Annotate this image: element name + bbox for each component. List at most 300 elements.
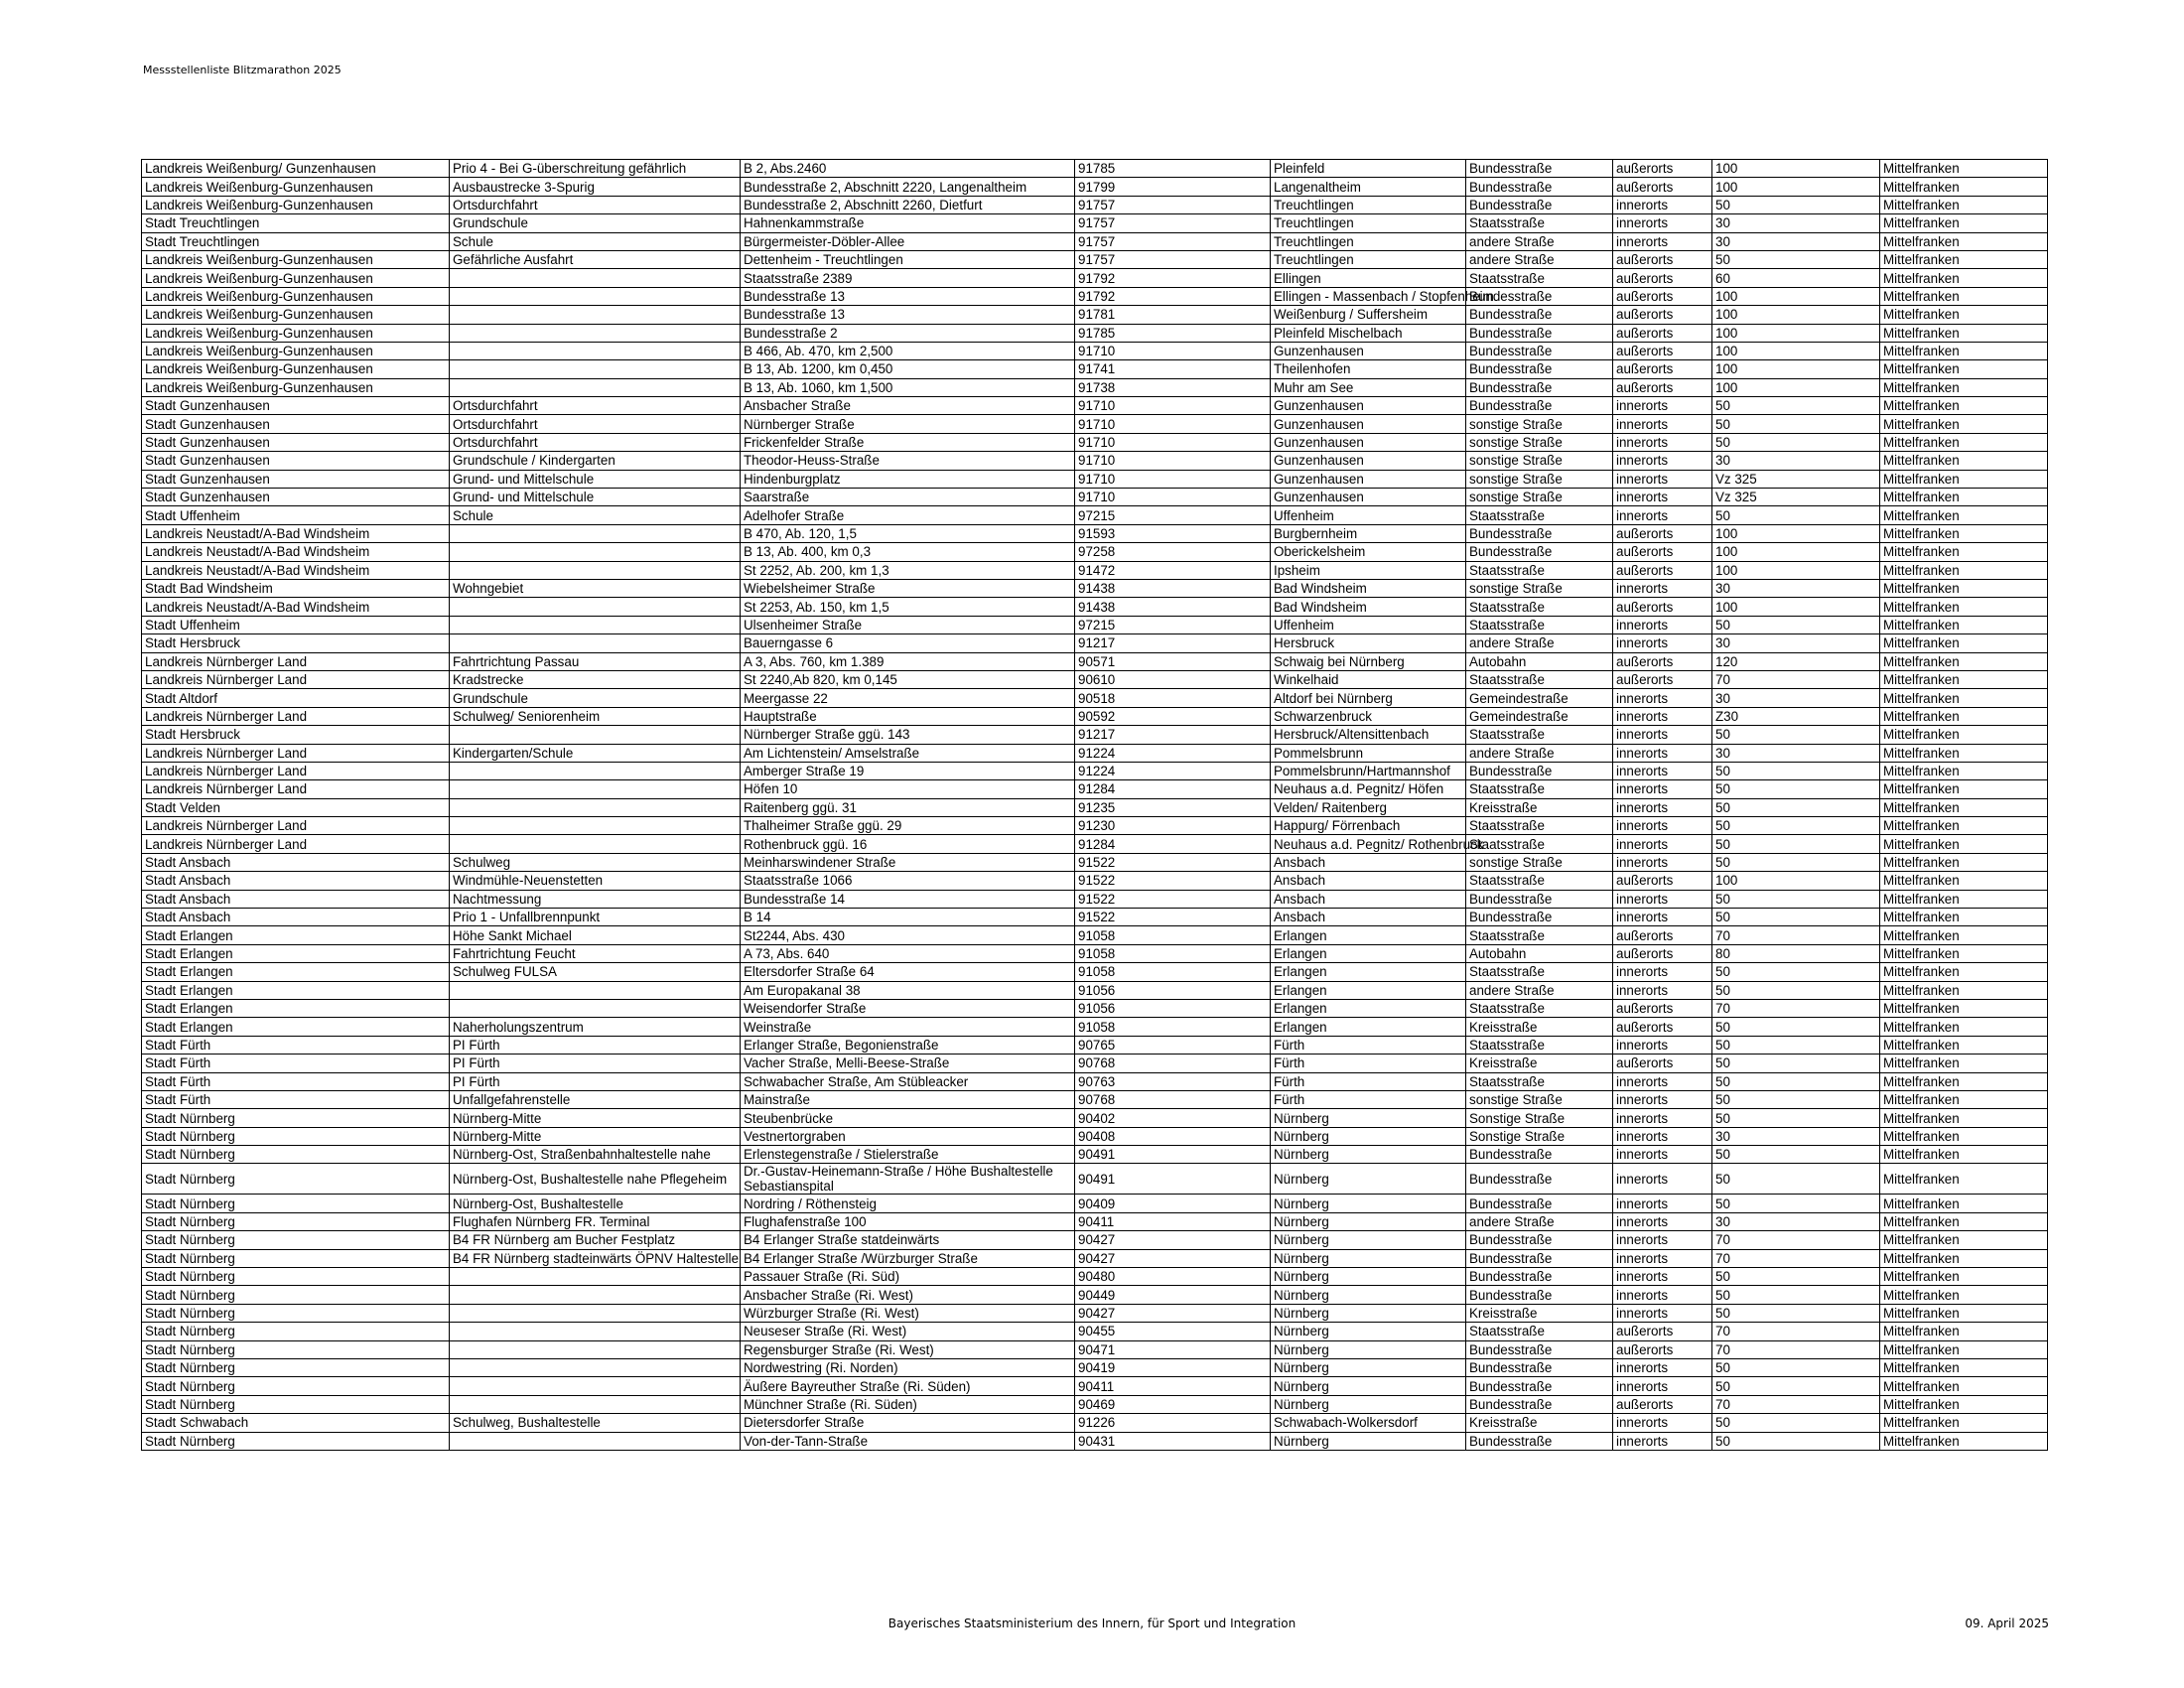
cell-zone: innerorts <box>1613 196 1712 213</box>
cell-authority: Stadt Nürnberg <box>142 1377 450 1395</box>
cell-authority: Stadt Nürnberg <box>142 1286 450 1304</box>
cell-municipality: Nürnberg <box>1271 1195 1466 1212</box>
cell-note: Schulweg <box>450 853 741 871</box>
cell-zone: außerorts <box>1613 1323 1712 1340</box>
cell-authority: Landkreis Weißenburg-Gunzenhausen <box>142 250 450 268</box>
cell-note: Grundschule / Kindergarten <box>450 452 741 470</box>
cell-region: Mittelfranken <box>1880 1212 2048 1230</box>
cell-postcode: 90469 <box>1075 1395 1271 1413</box>
cell-postcode: 90431 <box>1075 1432 1271 1450</box>
cell-postcode: 91522 <box>1075 890 1271 908</box>
cell-speed-limit: 50 <box>1712 1304 1880 1322</box>
cell-zone: außerorts <box>1613 652 1712 670</box>
cell-road-type: Bundesstraße <box>1466 160 1613 178</box>
cell-location: B 14 <box>741 909 1075 926</box>
cell-speed-limit: 50 <box>1712 762 1880 779</box>
cell-authority: Stadt Nürnberg <box>142 1231 450 1249</box>
cell-region: Mittelfranken <box>1880 1286 2048 1304</box>
cell-speed-limit: Z30 <box>1712 707 1880 725</box>
cell-municipality: Treuchtlingen <box>1271 196 1466 213</box>
cell-note <box>450 616 741 633</box>
table-row <box>142 178 2048 196</box>
cell-note: PI Fürth <box>450 1072 741 1090</box>
cell-note <box>450 1432 741 1450</box>
cell-region: Mittelfranken <box>1880 598 2048 616</box>
cell-note: Grundschule <box>450 214 741 232</box>
table-row <box>142 506 2048 524</box>
table-row <box>142 397 2048 415</box>
cell-region: Mittelfranken <box>1880 433 2048 451</box>
cell-speed-limit: 50 <box>1712 981 1880 999</box>
cell-speed-limit: 50 <box>1712 1286 1880 1304</box>
cell-road-type: Kreisstraße <box>1466 1414 1613 1432</box>
cell-location: Bauerngasse 6 <box>741 634 1075 652</box>
cell-postcode: 90427 <box>1075 1249 1271 1267</box>
cell-speed-limit: 120 <box>1712 652 1880 670</box>
cell-municipality: Ellingen - Massenbach / Stopfenheim <box>1271 287 1466 305</box>
cell-location: Hindenburgplatz <box>741 470 1075 488</box>
cell-road-type: Kreisstraße <box>1466 1304 1613 1322</box>
cell-postcode: 91058 <box>1075 963 1271 981</box>
cell-note <box>450 269 741 287</box>
cell-zone: außerorts <box>1613 306 1712 324</box>
cell-zone: außerorts <box>1613 324 1712 342</box>
cell-speed-limit: 30 <box>1712 689 1880 707</box>
cell-speed-limit: 50 <box>1712 616 1880 633</box>
cell-municipality: Nürnberg <box>1271 1395 1466 1413</box>
table-row <box>142 944 2048 962</box>
cell-postcode: 97215 <box>1075 506 1271 524</box>
cell-region: Mittelfranken <box>1880 1055 2048 1072</box>
cell-zone: außerorts <box>1613 524 1712 542</box>
cell-zone: innerorts <box>1613 1164 1712 1195</box>
cell-zone: innerorts <box>1613 744 1712 762</box>
cell-municipality: Pleinfeld Mischelbach <box>1271 324 1466 342</box>
cell-region: Mittelfranken <box>1880 1249 2048 1267</box>
cell-speed-limit: 70 <box>1712 1231 1880 1249</box>
cell-region: Mittelfranken <box>1880 926 2048 944</box>
cell-road-type: sonstige Straße <box>1466 452 1613 470</box>
table-row <box>142 999 2048 1017</box>
cell-road-type: Bundesstraße <box>1466 342 1613 359</box>
cell-note <box>450 780 741 798</box>
cell-region: Mittelfranken <box>1880 1072 2048 1090</box>
cell-note <box>450 561 741 579</box>
cell-speed-limit: 50 <box>1712 890 1880 908</box>
cell-zone: innerorts <box>1613 616 1712 633</box>
cell-location: Weisendorfer Straße <box>741 999 1075 1017</box>
cell-location: B 470, Ab. 120, 1,5 <box>741 524 1075 542</box>
cell-postcode: 91741 <box>1075 360 1271 378</box>
cell-location: Am Lichtenstein/ Amselstraße <box>741 744 1075 762</box>
cell-postcode: 91230 <box>1075 817 1271 835</box>
footer-date: 09. April 2025 <box>1965 1617 2049 1630</box>
cell-postcode: 91235 <box>1075 798 1271 816</box>
cell-region: Mittelfranken <box>1880 634 2048 652</box>
cell-authority: Stadt Nürnberg <box>142 1395 450 1413</box>
cell-zone: innerorts <box>1613 1146 1712 1164</box>
cell-authority: Stadt Bad Windsheim <box>142 579 450 597</box>
cell-speed-limit: 60 <box>1712 269 1880 287</box>
cell-speed-limit: 50 <box>1712 506 1880 524</box>
cell-zone: innerorts <box>1613 1195 1712 1212</box>
cell-postcode: 90449 <box>1075 1286 1271 1304</box>
cell-authority: Stadt Fürth <box>142 1055 450 1072</box>
cell-postcode: 91226 <box>1075 1414 1271 1432</box>
cell-postcode: 90763 <box>1075 1072 1271 1090</box>
cell-speed-limit: 50 <box>1712 250 1880 268</box>
table-row <box>142 1018 2048 1036</box>
cell-road-type: Bundesstraße <box>1466 1340 1613 1358</box>
cell-location: Frickenfelder Straße <box>741 433 1075 451</box>
cell-note: Prio 1 - Unfallbrennpunkt <box>450 909 741 926</box>
cell-note <box>450 726 741 744</box>
measurement-table <box>141 159 2048 1451</box>
cell-speed-limit: 50 <box>1712 909 1880 926</box>
cell-municipality: Schwaig bei Nürnberg <box>1271 652 1466 670</box>
cell-zone: außerorts <box>1613 360 1712 378</box>
cell-region: Mittelfranken <box>1880 1359 2048 1377</box>
table-row <box>142 1414 2048 1432</box>
cell-municipality: Bad Windsheim <box>1271 598 1466 616</box>
cell-speed-limit: 50 <box>1712 1195 1880 1212</box>
cell-road-type: andere Straße <box>1466 232 1613 250</box>
cell-authority: Stadt Gunzenhausen <box>142 415 450 433</box>
cell-municipality: Nürnberg <box>1271 1286 1466 1304</box>
cell-authority: Stadt Nürnberg <box>142 1195 450 1212</box>
cell-authority: Stadt Treuchtlingen <box>142 214 450 232</box>
cell-postcode: 91217 <box>1075 726 1271 744</box>
cell-road-type: Bundesstraße <box>1466 1286 1613 1304</box>
cell-road-type: Bundesstraße <box>1466 1164 1613 1195</box>
cell-zone: innerorts <box>1613 890 1712 908</box>
cell-zone: innerorts <box>1613 780 1712 798</box>
cell-zone: innerorts <box>1613 470 1712 488</box>
cell-location: Nürnberger Straße <box>741 415 1075 433</box>
cell-note: Schulweg/ Seniorenheim <box>450 707 741 725</box>
cell-location: Bundesstraße 13 <box>741 287 1075 305</box>
cell-region: Mittelfranken <box>1880 909 2048 926</box>
cell-municipality: Happurg/ Förrenbach <box>1271 817 1466 835</box>
cell-speed-limit: 100 <box>1712 324 1880 342</box>
cell-postcode: 91217 <box>1075 634 1271 652</box>
cell-municipality: Winkelhaid <box>1271 670 1466 688</box>
cell-region: Mittelfranken <box>1880 981 2048 999</box>
cell-zone: innerorts <box>1613 397 1712 415</box>
cell-region: Mittelfranken <box>1880 1164 2048 1195</box>
cell-municipality: Altdorf bei Nürnberg <box>1271 689 1466 707</box>
cell-speed-limit: 50 <box>1712 1377 1880 1395</box>
cell-authority: Landkreis Weißenburg-Gunzenhausen <box>142 378 450 396</box>
cell-location: Passauer Straße (Ri. Süd) <box>741 1268 1075 1286</box>
cell-authority: Landkreis Weißenburg-Gunzenhausen <box>142 324 450 342</box>
cell-postcode: 90455 <box>1075 1323 1271 1340</box>
cell-note: Nachtmessung <box>450 890 741 908</box>
cell-location: B 13, Ab. 1060, km 1,500 <box>741 378 1075 396</box>
cell-speed-limit: 50 <box>1712 1090 1880 1108</box>
cell-municipality: Nürnberg <box>1271 1231 1466 1249</box>
cell-zone: innerorts <box>1613 506 1712 524</box>
cell-note: Kindergarten/Schule <box>450 744 741 762</box>
table-row <box>142 250 2048 268</box>
cell-municipality: Neuhaus a.d. Pegnitz/ Höfen <box>1271 780 1466 798</box>
cell-municipality: Fürth <box>1271 1036 1466 1054</box>
cell-authority: Stadt Erlangen <box>142 999 450 1017</box>
cell-road-type: Staatsstraße <box>1466 726 1613 744</box>
cell-postcode: 91792 <box>1075 287 1271 305</box>
cell-municipality: Erlangen <box>1271 944 1466 962</box>
cell-road-type: Bundesstraße <box>1466 524 1613 542</box>
cell-location: Dr.-Gustav-Heinemann-Straße / Höhe Bushaltestelle Sebastianspital <box>741 1164 1075 1195</box>
table-row <box>142 652 2048 670</box>
cell-speed-limit: Vz 325 <box>1712 489 1880 506</box>
cell-zone: außerorts <box>1613 342 1712 359</box>
cell-note: Gefährliche Ausfahrt <box>450 250 741 268</box>
cell-postcode: 90765 <box>1075 1036 1271 1054</box>
cell-speed-limit: 100 <box>1712 872 1880 890</box>
cell-postcode: 90471 <box>1075 1340 1271 1358</box>
cell-speed-limit: 100 <box>1712 178 1880 196</box>
cell-region: Mittelfranken <box>1880 1323 2048 1340</box>
cell-region: Mittelfranken <box>1880 890 2048 908</box>
cell-zone: innerorts <box>1613 1231 1712 1249</box>
cell-zone: außerorts <box>1613 944 1712 962</box>
cell-location: St 2253, Ab. 150, km 1,5 <box>741 598 1075 616</box>
cell-location: Bundesstraße 14 <box>741 890 1075 908</box>
cell-region: Mittelfranken <box>1880 670 2048 688</box>
cell-road-type: Staatsstraße <box>1466 214 1613 232</box>
cell-region: Mittelfranken <box>1880 1268 2048 1286</box>
table-row <box>142 287 2048 305</box>
cell-postcode: 91710 <box>1075 452 1271 470</box>
cell-region: Mittelfranken <box>1880 1036 2048 1054</box>
cell-speed-limit: 50 <box>1712 1268 1880 1286</box>
cell-municipality: Erlangen <box>1271 963 1466 981</box>
cell-speed-limit: Vz 325 <box>1712 470 1880 488</box>
cell-note: Flughafen Nürnberg FR. Terminal <box>450 1212 741 1230</box>
cell-speed-limit: 50 <box>1712 415 1880 433</box>
cell-road-type: Bundesstraße <box>1466 1231 1613 1249</box>
cell-region: Mittelfranken <box>1880 489 2048 506</box>
cell-note: Nürnberg-Ost, Bushaltestelle nahe Pflegeheim <box>450 1164 741 1195</box>
cell-road-type: Staatsstraße <box>1466 963 1613 981</box>
cell-zone: innerorts <box>1613 762 1712 779</box>
cell-note <box>450 543 741 561</box>
cell-postcode: 91438 <box>1075 598 1271 616</box>
cell-zone: innerorts <box>1613 707 1712 725</box>
cell-note <box>450 1359 741 1377</box>
cell-speed-limit: 30 <box>1712 1212 1880 1230</box>
cell-postcode: 91710 <box>1075 489 1271 506</box>
cell-municipality: Nürnberg <box>1271 1146 1466 1164</box>
cell-road-type: Staatsstraße <box>1466 999 1613 1017</box>
cell-region: Mittelfranken <box>1880 798 2048 816</box>
table-row <box>142 1268 2048 1286</box>
cell-road-type: Staatsstraße <box>1466 1323 1613 1340</box>
cell-note <box>450 1304 741 1322</box>
table-row <box>142 1340 2048 1358</box>
cell-region: Mittelfranken <box>1880 1195 2048 1212</box>
table-row <box>142 561 2048 579</box>
cell-postcode: 90491 <box>1075 1146 1271 1164</box>
cell-road-type: Staatsstraße <box>1466 817 1613 835</box>
cell-road-type: sonstige Straße <box>1466 415 1613 433</box>
cell-authority: Stadt Fürth <box>142 1072 450 1090</box>
cell-postcode: 91710 <box>1075 470 1271 488</box>
cell-zone: außerorts <box>1613 561 1712 579</box>
cell-speed-limit: 50 <box>1712 1146 1880 1164</box>
cell-note: Nürnberg-Mitte <box>450 1109 741 1127</box>
cell-speed-limit: 100 <box>1712 306 1880 324</box>
cell-municipality: Bad Windsheim <box>1271 579 1466 597</box>
cell-location: Schwabacher Straße, Am Stübleacker <box>741 1072 1075 1090</box>
cell-municipality: Schwabach-Wolkersdorf <box>1271 1414 1466 1432</box>
table-row <box>142 196 2048 213</box>
table-row <box>142 1090 2048 1108</box>
cell-municipality: Nürnberg <box>1271 1359 1466 1377</box>
cell-zone: außerorts <box>1613 287 1712 305</box>
cell-note <box>450 287 741 305</box>
table-row <box>142 981 2048 999</box>
cell-authority: Landkreis Nürnberger Land <box>142 835 450 853</box>
cell-note: PI Fürth <box>450 1036 741 1054</box>
cell-note: Fahrtrichtung Passau <box>450 652 741 670</box>
cell-zone: innerorts <box>1613 963 1712 981</box>
cell-road-type: sonstige Straße <box>1466 433 1613 451</box>
cell-zone: innerorts <box>1613 1127 1712 1145</box>
cell-authority: Stadt Nürnberg <box>142 1432 450 1450</box>
cell-road-type: andere Straße <box>1466 744 1613 762</box>
cell-municipality: Ansbach <box>1271 853 1466 871</box>
cell-note <box>450 634 741 652</box>
cell-zone: außerorts <box>1613 543 1712 561</box>
cell-region: Mittelfranken <box>1880 250 2048 268</box>
cell-authority: Stadt Uffenheim <box>142 616 450 633</box>
cell-road-type: andere Straße <box>1466 634 1613 652</box>
cell-location: Eltersdorfer Straße 64 <box>741 963 1075 981</box>
cell-note: Fahrtrichtung Feucht <box>450 944 741 962</box>
cell-authority: Stadt Erlangen <box>142 926 450 944</box>
cell-authority: Stadt Nürnberg <box>142 1164 450 1195</box>
cell-authority: Stadt Nürnberg <box>142 1212 450 1230</box>
cell-road-type: andere Straße <box>1466 250 1613 268</box>
cell-speed-limit: 30 <box>1712 452 1880 470</box>
table-row <box>142 543 2048 561</box>
cell-speed-limit: 100 <box>1712 561 1880 579</box>
cell-municipality: Theilenhofen <box>1271 360 1466 378</box>
cell-region: Mittelfranken <box>1880 872 2048 890</box>
cell-authority: Stadt Fürth <box>142 1036 450 1054</box>
cell-municipality: Neuhaus a.d. Pegnitz/ Rothenbruck <box>1271 835 1466 853</box>
cell-authority: Stadt Nürnberg <box>142 1268 450 1286</box>
cell-speed-limit: 70 <box>1712 1323 1880 1340</box>
table-row <box>142 670 2048 688</box>
cell-speed-limit: 50 <box>1712 780 1880 798</box>
cell-speed-limit: 100 <box>1712 160 1880 178</box>
cell-postcode: 91284 <box>1075 780 1271 798</box>
cell-authority: Landkreis Weißenburg-Gunzenhausen <box>142 269 450 287</box>
cell-note <box>450 1377 741 1395</box>
cell-municipality: Schwarzenbruck <box>1271 707 1466 725</box>
cell-authority: Landkreis Nürnberger Land <box>142 817 450 835</box>
cell-region: Mittelfranken <box>1880 269 2048 287</box>
cell-region: Mittelfranken <box>1880 397 2048 415</box>
table-row <box>142 1395 2048 1413</box>
cell-authority: Stadt Velden <box>142 798 450 816</box>
cell-location: Mainstraße <box>741 1090 1075 1108</box>
cell-zone: innerorts <box>1613 489 1712 506</box>
cell-speed-limit: 50 <box>1712 726 1880 744</box>
cell-zone: außerorts <box>1613 1018 1712 1036</box>
cell-municipality: Nürnberg <box>1271 1377 1466 1395</box>
cell-note <box>450 378 741 396</box>
cell-note <box>450 324 741 342</box>
cell-region: Mittelfranken <box>1880 652 2048 670</box>
cell-location: Bürgermeister-Döbler-Allee <box>741 232 1075 250</box>
cell-zone: innerorts <box>1613 1072 1712 1090</box>
cell-postcode: 91058 <box>1075 944 1271 962</box>
cell-postcode: 91058 <box>1075 1018 1271 1036</box>
cell-location: Adelhofer Straße <box>741 506 1075 524</box>
cell-municipality: Muhr am See <box>1271 378 1466 396</box>
cell-speed-limit: 100 <box>1712 524 1880 542</box>
cell-note <box>450 798 741 816</box>
cell-road-type: Bundesstraße <box>1466 378 1613 396</box>
cell-note <box>450 1340 741 1358</box>
cell-municipality: Treuchtlingen <box>1271 214 1466 232</box>
table-row <box>142 1164 2048 1195</box>
cell-municipality: Gunzenhausen <box>1271 397 1466 415</box>
cell-location: St2244, Abs. 430 <box>741 926 1075 944</box>
cell-speed-limit: 70 <box>1712 1340 1880 1358</box>
cell-region: Mittelfranken <box>1880 1377 2048 1395</box>
cell-municipality: Pommelsbrunn <box>1271 744 1466 762</box>
cell-postcode: 91785 <box>1075 160 1271 178</box>
cell-road-type: Bundesstraße <box>1466 1395 1613 1413</box>
cell-postcode: 90419 <box>1075 1359 1271 1377</box>
table-row <box>142 1249 2048 1267</box>
cell-authority: Landkreis Weißenburg-Gunzenhausen <box>142 287 450 305</box>
table-row <box>142 232 2048 250</box>
cell-zone: außerorts <box>1613 999 1712 1017</box>
cell-region: Mittelfranken <box>1880 707 2048 725</box>
cell-road-type: Bundesstraße <box>1466 890 1613 908</box>
cell-authority: Stadt Nürnberg <box>142 1323 450 1340</box>
cell-location: Münchner Straße (Ri. Süden) <box>741 1395 1075 1413</box>
cell-postcode: 90409 <box>1075 1195 1271 1212</box>
cell-road-type: Autobahn <box>1466 652 1613 670</box>
cell-zone: innerorts <box>1613 689 1712 707</box>
cell-speed-limit: 100 <box>1712 598 1880 616</box>
cell-municipality: Ansbach <box>1271 890 1466 908</box>
table-row <box>142 1109 2048 1127</box>
cell-authority: Stadt Ansbach <box>142 890 450 908</box>
cell-municipality: Gunzenhausen <box>1271 342 1466 359</box>
cell-zone: außerorts <box>1613 378 1712 396</box>
cell-note: Schule <box>450 506 741 524</box>
cell-municipality: Nürnberg <box>1271 1127 1466 1145</box>
cell-zone: innerorts <box>1613 433 1712 451</box>
cell-note <box>450 1395 741 1413</box>
cell-authority: Stadt Hersbruck <box>142 634 450 652</box>
cell-road-type: Bundesstraße <box>1466 909 1613 926</box>
cell-municipality: Hersbruck/Altensittenbach <box>1271 726 1466 744</box>
cell-road-type: Bundesstraße <box>1466 196 1613 213</box>
cell-location: B 466, Ab. 470, km 2,500 <box>741 342 1075 359</box>
cell-speed-limit: 50 <box>1712 835 1880 853</box>
cell-note: Ortsdurchfahrt <box>450 196 741 213</box>
cell-zone: außerorts <box>1613 1055 1712 1072</box>
